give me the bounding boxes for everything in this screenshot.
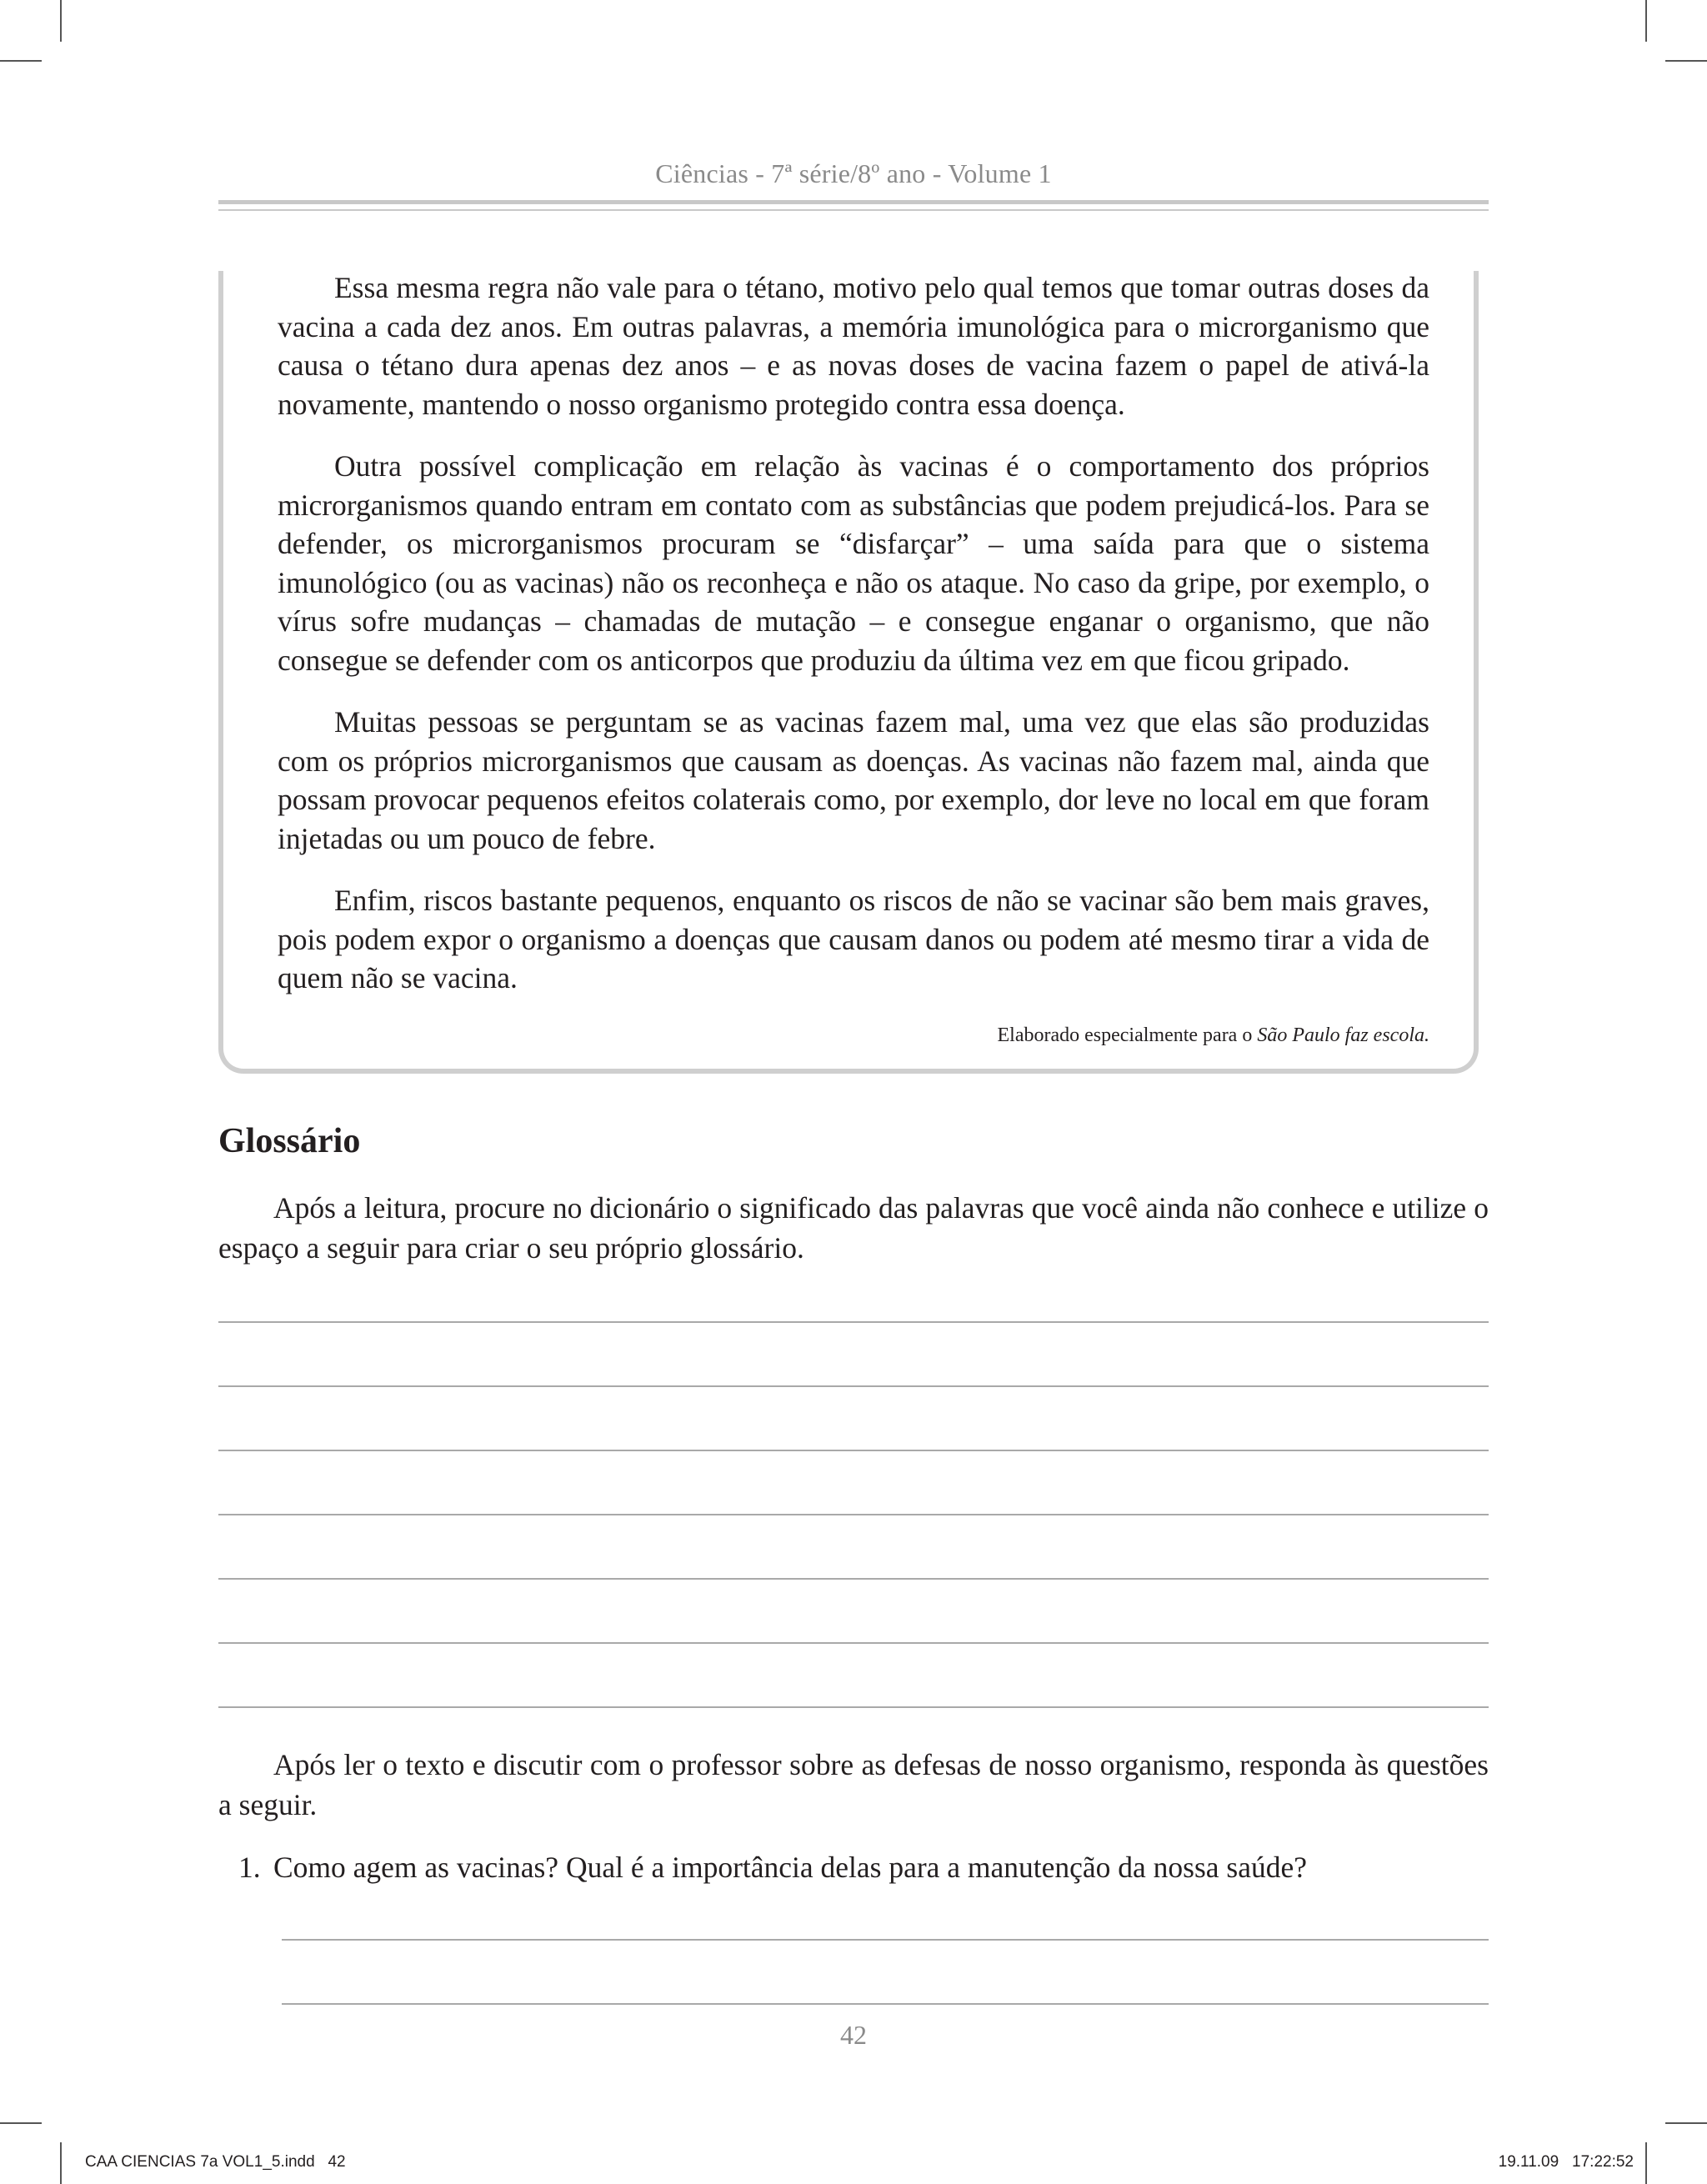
question-text: Como agem as vacinas? Qual é a importância delas para a manutenção da nossa saúde? — [273, 1851, 1308, 1884]
glossary-writing-line[interactable] — [218, 1706, 1489, 1708]
source-credit — [278, 1024, 1429, 1047]
credit-source: São Paulo faz escola. — [1257, 1024, 1429, 1046]
questions-intro: Após ler o texto e discutir com o professor sobre as defesas de nosso organismo, responda às questões a seguir. — [218, 1748, 1489, 1821]
glossary-writing-line[interactable] — [218, 1321, 1489, 1323]
file-slug: CAA CIENCIAS 7a VOL1_5.indd 42 — [85, 2153, 346, 2171]
crop-mark — [0, 2122, 42, 2124]
glossary-instruction-block — [218, 1188, 1489, 1268]
crop-mark — [60, 0, 62, 42]
question-number: 1. — [238, 1851, 261, 1884]
crop-mark — [1665, 60, 1707, 62]
crop-mark — [60, 2142, 62, 2184]
reading-paragraph: Outra possível complicação em relação às vacinas é o comportamento dos próprios microrganismos quando entram em contato com as substâncias que podem prejudicá-los. Para se defender, os microrganismos procuram se “disfarçar” – uma saída para que o sistema imunológico (ou as vacinas) não os reconheça e não os ataque. No caso da gripe, por exemplo, o vírus sofre mudanças – chamadas de mutação – e consegue enganar o organismo, que não consegue se defender com os anticorpos que produziu da última vez em que ficou gripado. — [278, 449, 1429, 677]
answer-writing-line[interactable] — [282, 2003, 1489, 2005]
crop-mark — [1665, 2122, 1707, 2124]
glossary-writing-line[interactable] — [218, 1578, 1489, 1580]
glossary-writing-line[interactable] — [218, 1642, 1489, 1644]
glossary-writing-line[interactable] — [218, 1450, 1489, 1451]
credit-prefix: Elaborado especialmente para o — [997, 1024, 1258, 1046]
reading-paragraph: Enfim, riscos bastante pequenos, enquanto os riscos de não se vacinar são bem mais graves, pois podem expor o organismo a doenças que causam danos ou podem até mesmo tirar a vida de quem não se vacina. — [278, 884, 1429, 994]
header-rule — [218, 200, 1489, 204]
glossary-writing-line[interactable] — [218, 1514, 1489, 1515]
header-rule-thin — [218, 209, 1489, 211]
page-number: 42 — [840, 2020, 867, 2050]
reading-text — [278, 268, 1429, 1021]
answer-writing-line[interactable] — [282, 1939, 1489, 1941]
question-item — [238, 1847, 1489, 1887]
print-timestamp: 19.11.09 17:22:52 — [1498, 2153, 1634, 2171]
reading-paragraph: Muitas pessoas se perguntam se as vacinas fazem mal, uma vez que elas são produzidas com os próprios microrganismos que causam as doenças. As vacinas não fazem mal, ainda que possam provocar pequenos efeitos colaterais como, por exemplo, dor leve no local em que foram injetadas ou um pouco de febre. — [278, 705, 1429, 855]
crop-mark — [1645, 2142, 1647, 2184]
glossary-instruction: Após a leitura, procure no dicionário o significado das palavras que você ainda não conhece e utilize o espaço a seguir para criar o seu próprio glossário. — [218, 1191, 1489, 1265]
glossary-writing-line[interactable] — [218, 1385, 1489, 1387]
questions-intro-block — [218, 1745, 1489, 1825]
reading-paragraph: Essa mesma regra não vale para o tétano, motivo pelo qual temos que tomar outras doses da vacina a cada dez anos. Em outras palavras, a memória imunológica para o microrganismo que causa o tétano dura apenas dez anos – e as novas doses de vacina fazem o papel de ativá-la novamente, mantendo o nosso organismo protegido contra essa doença. — [278, 271, 1429, 421]
crop-mark — [1645, 0, 1647, 42]
running-head: Ciências - 7ª série/8º ano - Volume 1 — [655, 158, 1052, 188]
crop-mark — [0, 60, 42, 62]
glossary-title: Glossário — [218, 1122, 361, 1160]
